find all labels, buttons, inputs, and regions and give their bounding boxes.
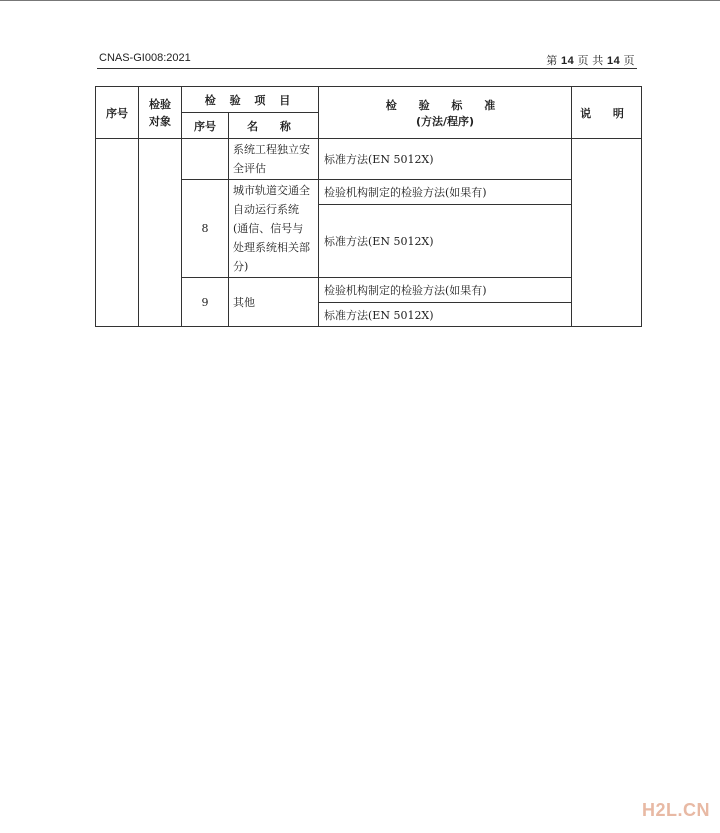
header-note: 说 明 <box>572 87 642 139</box>
header-seq: 序号 <box>96 87 139 139</box>
top-border-line <box>0 0 720 1</box>
header-standard: 检 验 标 准 (方法/程序) <box>319 87 572 139</box>
header-item-name: 名 称 <box>229 113 319 139</box>
header-item-seq: 序号 <box>182 113 229 139</box>
document-code: CNAS-GI008:2021 <box>99 52 191 64</box>
cell-item-seq <box>182 139 229 180</box>
table-row <box>96 139 642 180</box>
cell-item-seq: 8 <box>182 180 229 278</box>
inspection-table <box>95 86 642 327</box>
page-number: 第 14 页 共 14 页 <box>546 55 635 67</box>
header-item-group: 检 验 项 目 <box>182 87 319 113</box>
cell-object <box>139 139 182 327</box>
page-header <box>97 52 637 69</box>
cell-standard: 标准方法(EN 5012X) <box>319 139 572 180</box>
cell-seq <box>96 139 139 327</box>
header-object: 检验对象 <box>139 87 182 139</box>
cell-item-name: 其他 <box>229 278 319 327</box>
cell-item-name: 城市轨道交通全自动运行系统(通信、信号与处理系统相关部分) <box>229 180 319 278</box>
cell-item-name: 系统工程独立安全评估 <box>229 139 319 180</box>
cell-standard: 检验机构制定的检验方法(如果有) <box>319 278 572 303</box>
cell-item-seq: 9 <box>182 278 229 327</box>
cell-standard: 标准方法(EN 5012X) <box>319 204 572 277</box>
cell-standard: 检验机构制定的检验方法(如果有) <box>319 180 572 205</box>
cell-note <box>572 139 642 327</box>
cell-standard: 标准方法(EN 5012X) <box>319 303 572 327</box>
watermark-logo: H2L.CN <box>641 800 710 820</box>
